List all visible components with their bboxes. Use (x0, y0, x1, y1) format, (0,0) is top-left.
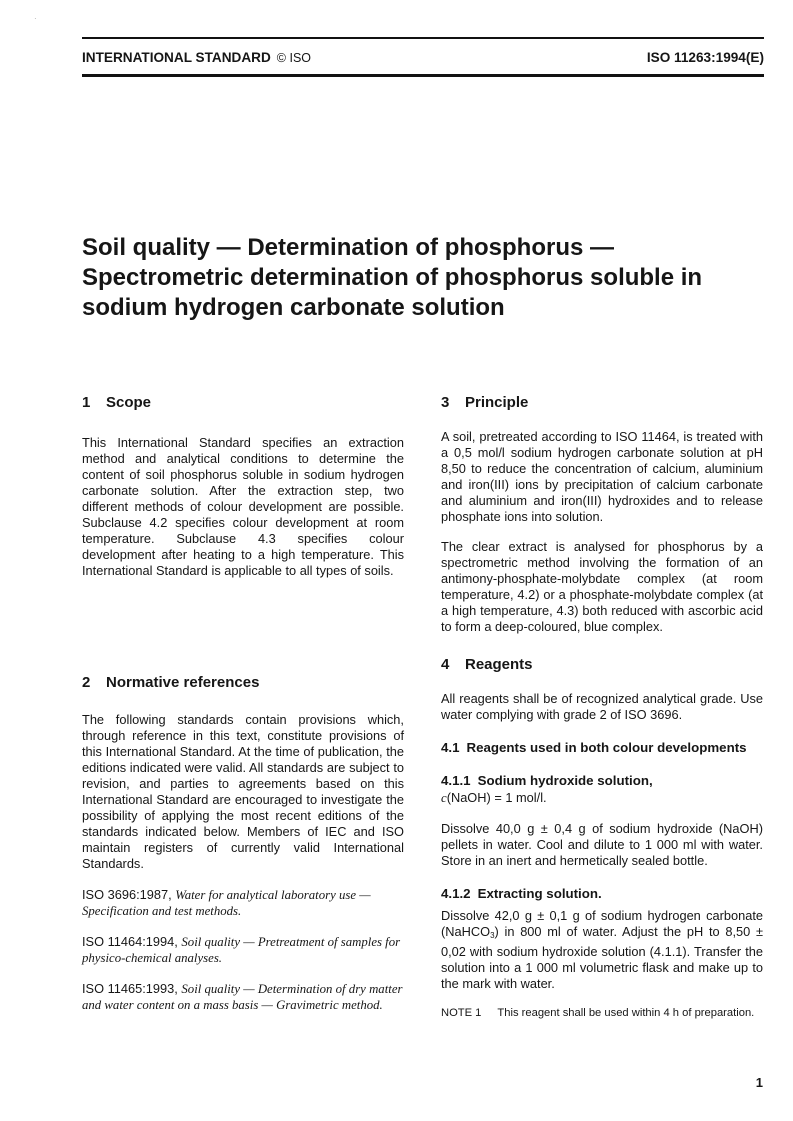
page-header (82, 50, 764, 70)
section-number: 2 (82, 674, 91, 691)
header-document-id: ISO 11263:1994(E) (646, 50, 764, 65)
note-1 (441, 1006, 763, 1021)
reference-title: Soil quality — Determination of dry matter and water content on a mass basis — Gravimetric method. (82, 982, 403, 1012)
reference-code: ISO 11464:1994, (82, 934, 178, 949)
section-number: 1 (82, 394, 91, 411)
header-left (82, 50, 311, 65)
section-principle-heading (441, 393, 763, 413)
scope-text: This International Standard specifies an extraction method and analytical conditions to determine the content of soil phosphorus soluble in sodium hydrogen carbonate solution. After the extraction step, two different methods of colour development are possible. Subclause 4.2 specifies colour development at room temperature. Subclause 4.3 specifies colour development after heating to a high temperature. This International Standard is applicable to all types of soils. (82, 435, 404, 578)
extracting-solution-procedure (441, 908, 763, 992)
title-line-3: sodium hydrogen carbonate solution (82, 294, 505, 321)
page-number: 1 (755, 1075, 763, 1090)
header-copyright: © ISO (276, 51, 312, 65)
subsection-title: Sodium hydroxide solution, (477, 773, 653, 788)
procedure-text-start: Dissolve 42,0 g ± 0,1 g of sodium hydrogen carbonate (NaHCO (441, 908, 763, 939)
concentration-symbol: c (441, 791, 447, 805)
section-number: 4 (441, 656, 450, 673)
subsection-4-1-1-heading (441, 772, 763, 790)
reference-title: Soil quality — Pretreatment of samples for physico-chemical analyses. (82, 935, 401, 965)
principle-paragraph-1: A soil, pretreated according to ISO 11464, is treated with a 0,5 mol/l sodium hydrogen carbonate solution at pH 8,50 to reduce the concentration of calcium, aluminium and iron(III) ions by precipitation of calcium carbonate and aluminium and iron(III) hydroxides and to release phosphate ions into solution. (441, 429, 763, 524)
section-reagents-heading (441, 655, 763, 675)
section-scope-heading (82, 393, 404, 413)
right-column (441, 393, 763, 1021)
reference-iso-11464 (82, 934, 404, 966)
left-column (82, 393, 404, 1013)
reagents-intro: All reagents shall be of recognized analytical grade. Use water complying with grade 2 of ISO 3696. (441, 691, 763, 722)
note-text: This reagent shall be used within 4 h of preparation. (497, 1007, 755, 1019)
section-title: Reagents (465, 656, 533, 673)
reference-iso-11465 (82, 981, 404, 1013)
document-title (82, 233, 772, 323)
sodium-hydroxide-procedure: Dissolve 40,0 g ± 0,4 g of sodium hydroxide (NaOH) pellets in water. Cool and dilute to 1 000 ml with water. Store in an inert and hermetically sealed bottle. (441, 821, 763, 868)
procedure-text-end: ) in 800 ml of water. Adjust the pH to 8,50 ± 0,02 with sodium hydroxide solution (4.1.1). Transfer the solution into a 1 000 ml volumetric flask and make up to the mark with water. (441, 924, 763, 991)
subsection-4-1-heading (441, 739, 763, 757)
title-line-2: Spectrometric determination of phosphorus soluble in (82, 264, 703, 291)
subsection-title: Reagents used in both colour developments (466, 740, 747, 755)
sodium-hydroxide-concentration (441, 790, 763, 806)
principle-paragraph-2: The clear extract is analysed for phosphorus by a spectrometric method involving the formation of an antimony-phosphate-molybdate complex (at room temperature, 4.2) or a phosphate-molybdate complex (at a high temperature, 4.3) both reduced with ascorbic acid to form a deep-coloured, blue complex. (441, 539, 763, 634)
section-normative-references-heading (82, 673, 404, 693)
reference-code: ISO 3696:1987, (82, 887, 172, 902)
formula-subscript: 3 (490, 931, 495, 940)
normative-references-text: The following standards contain provisions which, through reference in this text, constitute provisions of this International Standard. At the time of publication, the editions indicated were valid. All standards are subject to revision, and parties to agreements based on this International Standard are encouraged to investigate the possibility of applying the most recent editions of the standards indicated below. Members of IEC and ISO maintain registers of currently valid International Standards. (82, 712, 404, 871)
section-title: Scope (106, 394, 152, 411)
subsection-number: 4.1.2 (441, 886, 471, 901)
section-title: Normative references (106, 674, 260, 691)
section-title: Principle (465, 394, 529, 411)
header-top-rule (82, 37, 764, 39)
subsection-number: 4.1 (441, 740, 460, 755)
scan-dot: · (34, 14, 37, 23)
reference-iso-3696 (82, 887, 404, 919)
subsection-4-1-2-heading (441, 885, 763, 903)
reference-title: Water for analytical laboratory use — Specification and test methods. (82, 888, 371, 918)
note-label: NOTE 1 (441, 1007, 482, 1019)
header-standard-label: INTERNATIONAL STANDARD (82, 50, 271, 65)
section-number: 3 (441, 394, 450, 411)
title-line-1: Soil quality — Determination of phosphorus — (82, 234, 615, 261)
subsection-title: Extracting solution. (477, 886, 602, 901)
reference-code: ISO 11465:1993, (82, 981, 178, 996)
concentration-value: (NaOH) = 1 mol/l. (446, 790, 547, 805)
subsection-number: 4.1.1 (441, 773, 471, 788)
header-bottom-rule (82, 74, 764, 77)
